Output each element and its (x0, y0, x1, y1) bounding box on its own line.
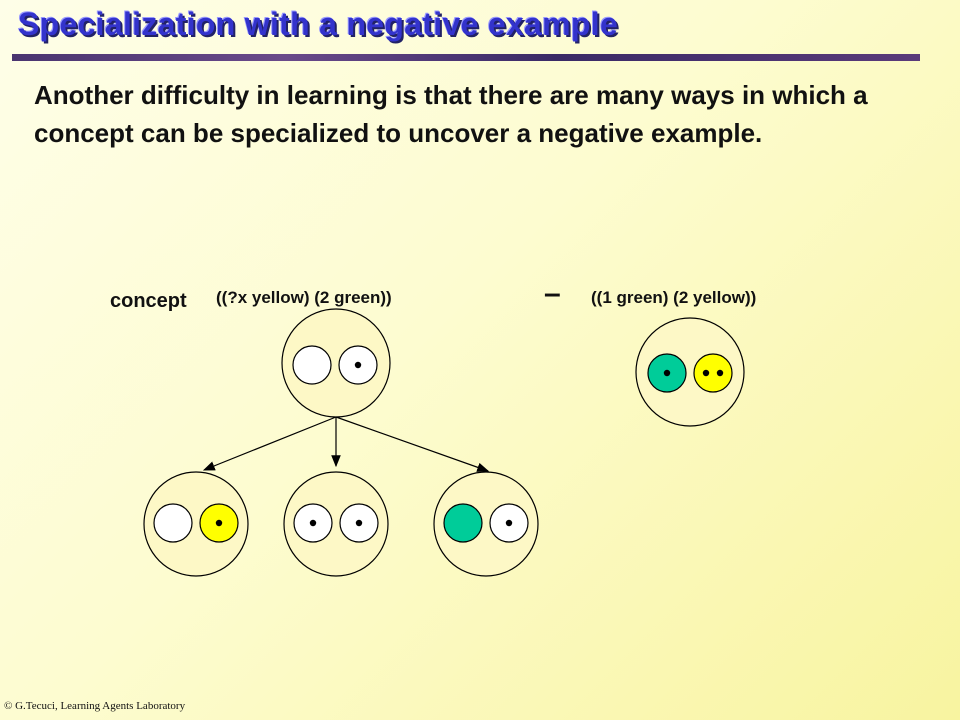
body-text: Another difficulty in learning is that there are many ways in which a concept can be specialized to uncover a negative example. (34, 80, 868, 148)
arrow-left (204, 417, 336, 470)
negative-example-node (636, 318, 744, 426)
specialization-node-1 (144, 472, 248, 576)
footer-copyright: © G.Tecuci, Learning Agents Laboratory (4, 700, 186, 712)
negative-expression: ((1 green) (2 yellow)) (591, 288, 757, 307)
negative-sign: – (544, 277, 561, 310)
concept-object-1 (293, 346, 331, 384)
concept-expression: ((?x yellow) (2 green)) (216, 288, 392, 307)
specialization-node-3 (434, 472, 538, 576)
concept-label: concept (110, 290, 187, 312)
concept-node (282, 309, 390, 417)
slide-title: Specialization with a negative example (18, 6, 619, 42)
specialization-node-2 (284, 472, 388, 576)
arrow-right (336, 417, 488, 471)
concept-object-2-dot (355, 362, 361, 368)
